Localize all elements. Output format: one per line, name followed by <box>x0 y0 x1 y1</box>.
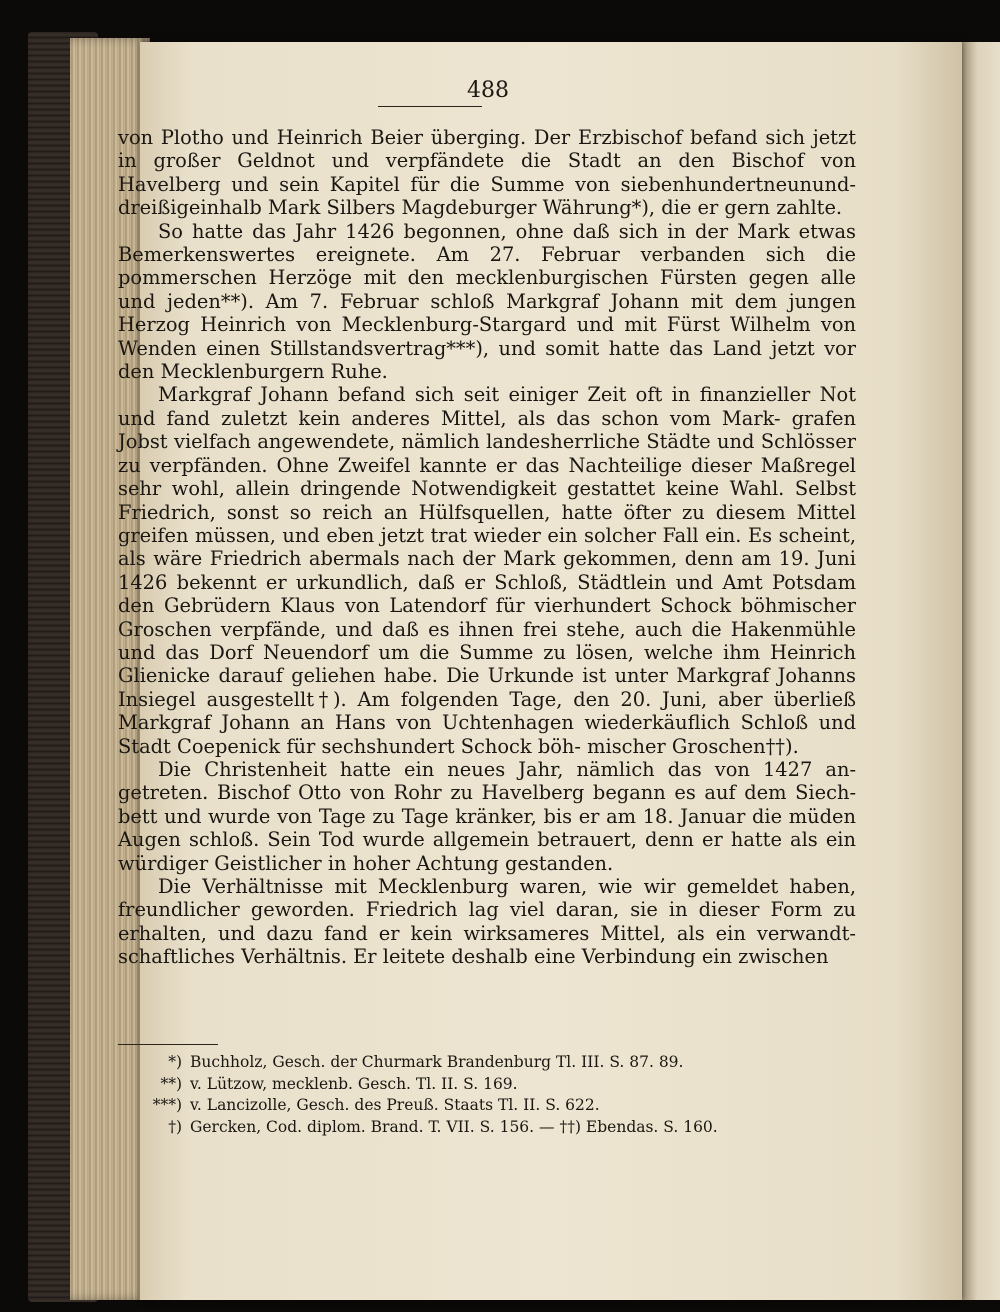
footnote-mark: *) <box>168 1053 182 1071</box>
page-number-rule <box>378 106 482 107</box>
footnotes <box>118 1052 858 1138</box>
paragraph: Markgraf Johann befand sich seit einiger Zeit oft in finanzieller Not und fand zuletzt kein anderes Mittel, als das schon vom Mark- grafen Jobst vielfach angewendete, nämlich landesherrliche Städte und Schlösser zu verpfänden. Ohne Zweifel kannte er das Nachteilige dieser Maßregel sehr wohl, allein dringende Notwendigkeit gestattet keine Wahl. Selbst Friedrich, sonst so reich an Hülfsquellen, hatte öfter zu diesem Mittel greifen müssen, und eben jetzt trat wieder ein solcher Fall ein. Es scheint, als wäre Friedrich abermals nach der Mark gekommen, denn am 19. Juni 1426 bekennt er urkundlich, daß er Schloß, Städtlein und Amt Potsdam den Gebrüdern Klaus von Latendorf für vierhundert Schock böhmischer Groschen verpfände, und daß es ihnen frei stehe, auch die Hakenmühle und das Dorf Neuendorf um die Summe zu lösen, welche ihm Heinrich Glienicke darauf geliehen habe. Die Urkunde ist unter Markgraf Johanns Insiegel ausgestellt†). Am folgenden Tage, den 20. Juni, aber überließ Markgraf Johann an Hans von Uchtenhagen wiederkäuflich Schloß und Stadt Coepenick für sechshundert Schock böh- mischer Groschen††). <box>118 383 856 758</box>
footnote-text: v. Lancizolle, Gesch. des Preuß. Staats Tl. II. S. 622. <box>190 1096 600 1115</box>
footnote-mark: ***) <box>152 1096 182 1115</box>
footnote-mark: **) <box>160 1074 182 1093</box>
paragraph: Die Verhältnisse mit Mecklenburg waren, wie wir gemeldet haben, freundlicher geworden. Friedrich lag viel daran, sie in dieser Form zu erhalten, und dazu fand er kein wirksameres Mittel, als ein verwandt- schaftliches Verhältnis. Er leitete deshalb eine Verbindung ein zwischen <box>118 875 856 969</box>
paragraph: Die Christenheit hatte ein neues Jahr, nämlich das von 1427 an- getreten. Bischof Otto von Rohr zu Havelberg begann es auf dem Siech- bett und wurde von Tage zu Tage kränker, bis er am 18. Januar die müden Augen schloß. Sein Tod wurde allgemein betrauert, denn er hatte als ein würdiger Geistlicher in hoher Achtung gestanden. <box>118 757 856 875</box>
footnote-text: Gercken, Cod. diplom. Brand. T. VII. S. 156. — ††) Ebendas. S. 160. <box>190 1117 718 1136</box>
footnote <box>118 1074 858 1096</box>
paragraph: So hatte das Jahr 1426 begonnen, ohne daß sich in der Mark etwas Bemerkenswertes ereignete. Am 27. Februar verbanden sich die pommerschen Herzöge mit den mecklenburgischen Fürsten gegen alle und jeden**). Am 7. Februar schloß Markgraf Johann mit dem jungen Herzog Heinrich von Mecklenburg-Stargard und mit Fürst Wilhelm von Wenden einen Stillstandsvertrag***), und somit hatte das Land jetzt vor den Mecklenburgern Ruhe. <box>118 219 856 384</box>
paragraph: von Plotho und Heinrich Beier überging. Der Erzbischof befand sich jetzt in großer Geldnot und verpfändete die Stadt an den Bischof von Havelberg und sein Kapitel für die Summe von siebenhundertneunund- dreißigeinhalb Mark Silbers Magdeburger Währung*), die er gern zahlte. <box>118 126 856 220</box>
footnote-mark: †) <box>168 1117 182 1136</box>
footnote-text: v. Lützow, mecklenb. Gesch. Tl. II. S. 169. <box>190 1074 518 1093</box>
footnote-rule <box>118 1044 218 1045</box>
facing-page <box>962 42 1000 1300</box>
footnote-text: Buchholz, Gesch. der Churmark Brandenburg Tl. III. S. 87. 89. <box>190 1053 684 1071</box>
footnote <box>118 1052 858 1074</box>
page-number: 488 <box>467 78 509 103</box>
body-text <box>118 126 856 969</box>
footnote <box>118 1117 858 1139</box>
footnote <box>118 1095 858 1117</box>
